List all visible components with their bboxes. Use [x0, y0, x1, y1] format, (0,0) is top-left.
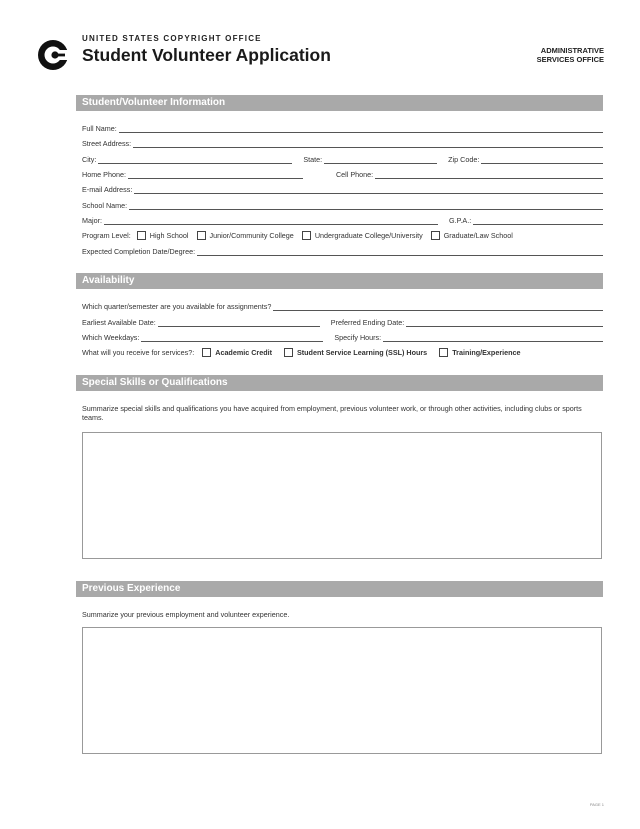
row-email — [82, 182, 603, 195]
office-name — [484, 46, 604, 64]
service-option-academic-credit[interactable] — [202, 348, 272, 357]
section-header-availability: Availability — [76, 273, 603, 289]
cell-phone-label: Cell Phone: — [335, 170, 374, 179]
service-option-training[interactable] — [439, 348, 520, 357]
skills-text-area[interactable] — [82, 432, 602, 559]
row-school — [82, 198, 603, 211]
completion-field[interactable] — [197, 246, 603, 256]
row-completion — [82, 244, 603, 257]
option-label: Training/Experience — [452, 348, 521, 357]
email-field[interactable] — [134, 184, 603, 194]
row-quarter — [82, 299, 603, 312]
gpa-field[interactable] — [473, 215, 603, 225]
school-field[interactable] — [129, 200, 603, 210]
row-program-level — [82, 229, 603, 242]
row-receive — [82, 346, 603, 359]
program-level-label: Program Level: — [82, 231, 131, 240]
office-line-2: SERVICES OFFICE — [536, 55, 604, 64]
earliest-field[interactable] — [158, 317, 320, 327]
cell-phone-field[interactable] — [375, 169, 603, 179]
checkbox[interactable] — [431, 231, 440, 240]
ending-field[interactable] — [406, 317, 603, 327]
checkbox[interactable] — [284, 348, 293, 357]
full-name-field[interactable] — [119, 123, 603, 133]
gpa-label: G.P.A.: — [448, 216, 472, 225]
checkbox[interactable] — [197, 231, 206, 240]
street-label: Street Address: — [82, 139, 132, 148]
section-header-info: Student/Volunteer Information — [76, 95, 603, 111]
form-title: Student Volunteer Application — [82, 45, 331, 65]
school-label: School Name: — [82, 201, 128, 210]
option-label: Student Service Learning (SSL) Hours — [296, 348, 428, 357]
page-number: PAGE 1 — [589, 802, 604, 807]
program-option-undergraduate[interactable] — [302, 231, 423, 240]
row-street — [82, 136, 603, 149]
hours-label: Specify Hours: — [334, 333, 382, 342]
agency-name: UNITED STATES COPYRIGHT OFFICE — [82, 34, 262, 43]
major-field[interactable] — [104, 215, 438, 225]
street-field[interactable] — [133, 138, 603, 148]
state-field[interactable] — [324, 154, 437, 164]
program-option-high-school[interactable] — [137, 231, 189, 240]
zip-field[interactable] — [481, 154, 603, 164]
weekdays-label: Which Weekdays: — [82, 333, 140, 342]
option-label: Academic Credit — [215, 348, 272, 357]
service-option-ssl-hours[interactable] — [284, 348, 427, 357]
receive-label: What will you receive for services?: — [82, 348, 195, 357]
row-full-name — [82, 121, 603, 134]
program-option-community-college[interactable] — [197, 231, 294, 240]
skills-instructions: Summarize special skills and qualifications you have acquired from employment, previous volunteer work, or through other activities, including clubs or sports teams. — [82, 404, 582, 422]
major-label: Major: — [82, 216, 102, 225]
checkbox[interactable] — [439, 348, 448, 357]
zip-label: Zip Code: — [448, 155, 480, 164]
section-header-experience: Previous Experience — [76, 581, 603, 597]
city-label: City: — [82, 155, 97, 164]
checkbox[interactable] — [302, 231, 311, 240]
quarter-field[interactable] — [273, 301, 603, 311]
completion-label: Expected Completion Date/Degree: — [82, 247, 196, 256]
row-dates — [82, 315, 603, 328]
experience-instructions: Summarize your previous employment and volunteer experience. — [82, 610, 290, 619]
quarter-label: Which quarter/semester are you available for assignments? — [82, 302, 272, 311]
copyright-office-logo — [36, 38, 70, 72]
option-label: Undergraduate College/University — [314, 231, 423, 240]
state-label: State: — [303, 155, 323, 164]
experience-text-area[interactable] — [82, 627, 602, 754]
hours-field[interactable] — [383, 332, 603, 342]
option-label: High School — [149, 231, 189, 240]
email-label: E-mail Address: — [82, 185, 133, 194]
row-phone — [82, 167, 603, 180]
home-phone-label: Home Phone: — [82, 170, 126, 179]
row-city — [82, 152, 603, 165]
ending-label: Preferred Ending Date: — [330, 318, 405, 327]
full-name-label: Full Name: — [82, 124, 117, 133]
earliest-label: Earliest Available Date: — [82, 318, 156, 327]
weekdays-field[interactable] — [141, 332, 323, 342]
row-major — [82, 213, 603, 226]
option-label: Graduate/Law School — [443, 231, 513, 240]
checkbox[interactable] — [202, 348, 211, 357]
checkbox[interactable] — [137, 231, 146, 240]
option-label: Junior/Community College — [209, 231, 294, 240]
section-header-skills: Special Skills or Qualifications — [76, 375, 603, 391]
office-line-1: ADMINISTRATIVE — [540, 46, 604, 55]
row-weekdays — [82, 330, 603, 343]
program-option-graduate[interactable] — [431, 231, 513, 240]
home-phone-field[interactable] — [128, 169, 303, 179]
city-field[interactable] — [98, 154, 292, 164]
